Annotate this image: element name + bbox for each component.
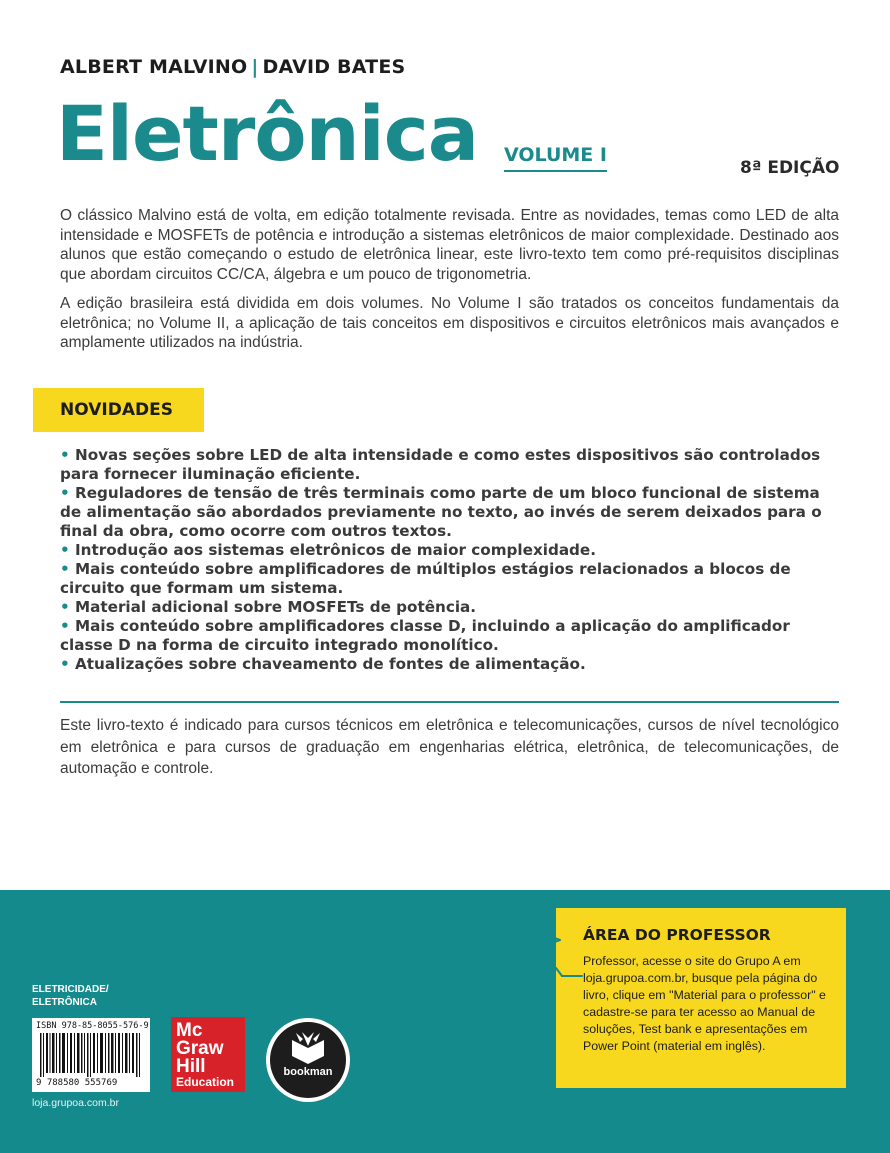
author-2: DAVID BATES (262, 56, 406, 78)
novidades-list (60, 446, 840, 674)
list-item-text: Introdução aos sistemas eletrônicos de maior complexidade. (75, 541, 597, 559)
list-item-text: Mais conteúdo sobre amplificadores de múltiplos estágios relacionados a blocos de circuito que formam um sistema. (60, 560, 791, 597)
site-url: loja.grupoa.com.br (32, 1097, 119, 1109)
section-divider (60, 701, 839, 703)
book-title: Eletrônica (56, 89, 479, 178)
category-line-2: ELETRÔNICA (32, 997, 97, 1008)
author-1: ALBERT MALVINO (60, 56, 248, 78)
list-item-text: Material adicional sobre MOSFETs de potência. (75, 598, 477, 616)
list-item-text: Mais conteúdo sobre amplificadores classe D, incluindo a aplicação do amplificador classe D na forma de circuito integrado monolítico. (60, 617, 790, 654)
audience-text: Este livro-texto é indicado para cursos técnicos em eletrônica e telecomunicações, cursos de nível tecnológico em eletrônica e para cursos de graduação em engenharias elétrica, eletrônica, de telecomunicações, de automação e controle. (60, 717, 839, 777)
barcode-bars (40, 1033, 144, 1077)
list-item (60, 617, 840, 655)
edition-label: 8ª EDIÇÃO (740, 158, 840, 178)
intro-paragraph-1: O clássico Malvino está de volta, em edição totalmente revisada. Entre as novidades, temas como LED de alta intensidade e MOSFETs de potência e introdução a sistemas eletrônicos de maior complexidade. Destinado aos alunos que estão começando o estudo de eletrônica linear, este livro-texto tem como pré-requisitos disciplinas que abordam circuitos CC/CA, álgebra e um pouco de trigonometria. (60, 207, 839, 283)
bullet-icon: • (60, 541, 70, 559)
category-line-1: ELETRICIDADE/ (32, 984, 109, 995)
bookman-logo-text: bookman (283, 1066, 333, 1078)
mcgraw-logo-line-3: Hill (176, 1056, 206, 1077)
professor-area-title: ÁREA DO PROFESSOR (583, 926, 771, 944)
mcgraw-logo-line-1: Mc (176, 1020, 203, 1041)
bullet-icon: • (60, 560, 70, 578)
bullet-icon: • (60, 617, 70, 635)
list-item (60, 446, 840, 484)
category-label (32, 983, 109, 1009)
list-item-text: Novas seções sobre LED de alta intensidade e como estes dispositivos são controlados para fornecer iluminação eficiente. (60, 446, 821, 483)
list-item (60, 484, 840, 541)
bullet-icon: • (60, 484, 70, 502)
mcgraw-logo-line-4: Education (176, 1075, 235, 1089)
volume-label: VOLUME I (504, 144, 607, 172)
bullet-icon: • (60, 598, 70, 616)
list-item (60, 541, 840, 560)
bullet-icon: • (60, 655, 70, 673)
bullet-icon: • (60, 446, 70, 464)
list-item-text: Reguladores de tensão de três terminais como parte de um bloco funcional de sistema de alimentação são abordados previamente no texto, ao invés de serem deixados para o final da obra, como ocorre com outros textos. (60, 484, 822, 540)
bookman-book-icon (288, 1030, 328, 1064)
list-item (60, 598, 840, 617)
list-item (60, 560, 840, 598)
list-item-text: Atualizações sobre chaveamento de fontes de alimentação. (75, 655, 586, 673)
intro-paragraph-2: A edição brasileira está dividida em dois volumes. No Volume I são tratados os conceitos fundamentais da eletrônica; no Volume II, a aplicação de tais conceitos em dispositivos e circuitos eletrônicos mais avançados e amplamente utilizados na indústria. (60, 295, 839, 351)
mcgraw-logo-line-2: Graw (176, 1038, 224, 1059)
list-item (60, 655, 840, 674)
isbn-text: ISBN 978-85-8055-576-9 (36, 1021, 149, 1031)
author-separator: | (251, 56, 259, 78)
authors (60, 56, 405, 78)
intro-text (60, 206, 839, 363)
professor-area-text: Professor, acesse o site do Grupo A em loja.grupoa.com.br, busque pela página do livro, clique em "Material para o professor" e cadastre-se para ter acesso ao Manual de soluções, Test bank e apresentações em Power Point (material em inglês). (583, 954, 826, 1053)
barcode-number: 9 788580 555769 (36, 1078, 118, 1088)
graduation-cap-icon (478, 910, 590, 982)
novidades-heading: NOVIDADES (60, 400, 173, 420)
